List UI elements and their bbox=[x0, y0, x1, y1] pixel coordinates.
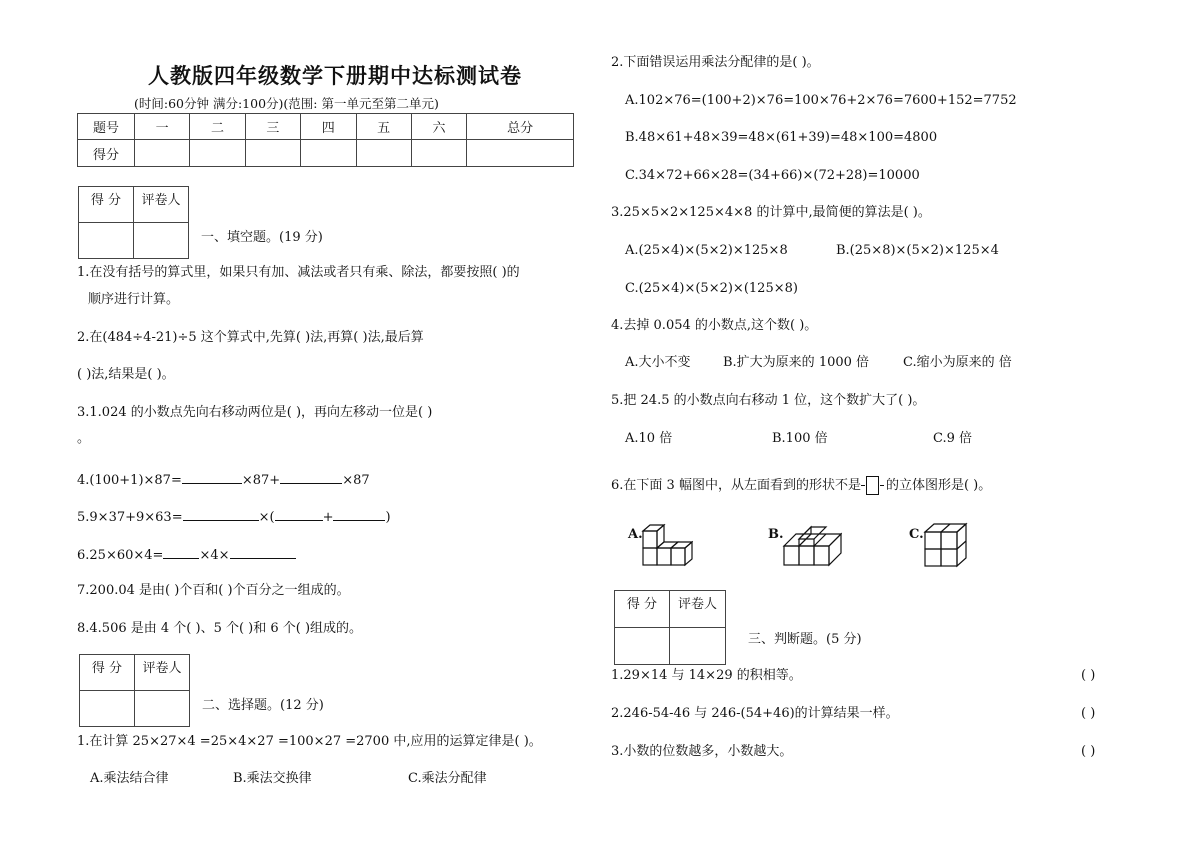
page-title: 人教版四年级数学下册期中达标测试卷 bbox=[148, 63, 522, 88]
q5-text-pre: 5.9×37+9×63= bbox=[77, 510, 183, 525]
score-cell[interactable] bbox=[301, 140, 356, 167]
s2-q2-option-b[interactable]: B.48×61+48×39=48×(61+39)=48×100=4800 bbox=[625, 130, 938, 145]
s1-question-2: 2.在(484÷4-21)÷5 这个算式中,先算( )法,再算( )法,最后算 bbox=[77, 330, 424, 345]
grader-score-label: 得 分 bbox=[79, 187, 134, 223]
score-table bbox=[77, 113, 574, 167]
answer-blank[interactable] bbox=[280, 470, 342, 484]
grader-box-2 bbox=[79, 654, 190, 727]
s1-question-4 bbox=[77, 470, 370, 490]
score-cell[interactable] bbox=[190, 140, 245, 167]
figure-a-label: A. bbox=[628, 527, 643, 542]
grader-name-cell[interactable] bbox=[134, 223, 189, 259]
s1-question-3-cont: 。 bbox=[77, 431, 91, 446]
side-view-line bbox=[880, 485, 884, 486]
score-header-cell: 二 bbox=[190, 114, 245, 140]
s2-q3-option-a[interactable]: A.(25×4)×(5×2)×125×8 bbox=[625, 243, 788, 258]
q4-text-pre: 4.(100+1)×87= bbox=[77, 473, 182, 488]
s1-question-3: 3.1.024 的小数点先向右移动两位是( )，再向左移动一位是( ) bbox=[77, 405, 433, 420]
grader-name-cell[interactable] bbox=[670, 628, 726, 665]
score-row-label: 得分 bbox=[78, 140, 135, 167]
s1-question-7: 7.200.04 是由( )个百和( )个百分之一组成的。 bbox=[77, 583, 350, 598]
q5-text-end: ) bbox=[385, 510, 391, 525]
score-cell[interactable] bbox=[411, 140, 466, 167]
answer-blank[interactable] bbox=[163, 545, 199, 559]
s2-q4-option-b[interactable]: B.扩大为原来的 1000 倍 bbox=[723, 355, 870, 370]
s2-question-3: 3.25×5×2×125×4×8 的计算中,最简便的算法是( )。 bbox=[611, 205, 931, 220]
answer-blank[interactable] bbox=[333, 507, 385, 521]
s3-answer-paren-2[interactable]: ( ) bbox=[1081, 706, 1096, 721]
grader-box-1 bbox=[78, 186, 189, 259]
score-cell[interactable] bbox=[135, 140, 190, 167]
s3-question-1: 1.29×14 与 14×29 的积相等。 bbox=[611, 668, 802, 683]
grader-label: 评卷人 bbox=[134, 187, 189, 223]
score-cell[interactable] bbox=[356, 140, 411, 167]
cube-figure-b-icon[interactable] bbox=[780, 522, 842, 568]
score-header-cell: 一 bbox=[135, 114, 190, 140]
answer-blank[interactable] bbox=[182, 470, 242, 484]
s2-q2-option-c[interactable]: C.34×72+66×28=(34+66)×(72+28)=10000 bbox=[625, 168, 920, 183]
grader-label: 评卷人 bbox=[135, 655, 190, 691]
s3-question-3: 3.小数的位数越多，小数越大。 bbox=[611, 744, 793, 759]
q6-text-mid: ×4× bbox=[199, 548, 230, 563]
s2-question-1: 1.在计算 25×27×4 =25×4×27 =100×27 =2700 中,应用的运算定律是( )。 bbox=[77, 734, 542, 749]
grader-score-cell[interactable] bbox=[615, 628, 670, 665]
grader-box-3 bbox=[614, 590, 726, 665]
score-header-cell: 四 bbox=[301, 114, 356, 140]
s1-question-1: 1.在没有括号的算式里，如果只有加、减法或者只有乘、除法，都要按照( )的 bbox=[77, 265, 520, 280]
s2-q3-option-c[interactable]: C.(25×4)×(5×2)×(125×8) bbox=[625, 281, 798, 296]
section3-title: 三、判断题。(5 分) bbox=[748, 632, 862, 647]
score-header-cell: 五 bbox=[356, 114, 411, 140]
s2-q4-option-a[interactable]: A.大小不变 bbox=[625, 355, 691, 370]
cube-figure-c-icon[interactable] bbox=[922, 522, 970, 568]
s2-question-6 bbox=[611, 476, 991, 495]
grader-label: 评卷人 bbox=[670, 591, 726, 628]
answer-blank[interactable] bbox=[183, 507, 259, 521]
q6-text-pre: 6.25×60×4= bbox=[77, 548, 164, 563]
score-cell[interactable] bbox=[467, 140, 574, 167]
s2-q5-option-a[interactable]: A.10 倍 bbox=[625, 431, 673, 446]
s1-question-6 bbox=[77, 545, 296, 565]
s2-q1-option-c[interactable]: C.乘法分配律 bbox=[408, 771, 487, 786]
grader-name-cell[interactable] bbox=[135, 691, 190, 727]
q4-text-end: ×87 bbox=[342, 473, 370, 488]
section2-title: 二、选择题。(12 分) bbox=[202, 698, 324, 713]
s1-question-8: 8.4.506 是由 4 个( )、5 个( )和 6 个( )组成的。 bbox=[77, 621, 363, 636]
grader-score-label: 得 分 bbox=[80, 655, 135, 691]
s1-question-5 bbox=[77, 507, 391, 527]
s2-q3-option-b[interactable]: B.(25×8)×(5×2)×125×4 bbox=[836, 243, 999, 258]
grader-score-label: 得 分 bbox=[615, 591, 670, 628]
s2-q4-option-c[interactable]: C.缩小为原来的 倍 bbox=[903, 355, 1012, 370]
cube-figure-a-icon[interactable] bbox=[641, 522, 693, 568]
score-header-cell: 六 bbox=[411, 114, 466, 140]
score-header-cell: 题号 bbox=[78, 114, 135, 140]
grader-score-cell[interactable] bbox=[80, 691, 135, 727]
q5-text-mid: ×( bbox=[258, 510, 275, 525]
figure-b-label: B. bbox=[768, 527, 784, 542]
s1-question-2-cont: ( )法,结果是( )。 bbox=[77, 367, 175, 382]
answer-blank[interactable] bbox=[230, 545, 296, 559]
s3-answer-paren-3[interactable]: ( ) bbox=[1081, 744, 1096, 759]
q4-text-mid: ×87+ bbox=[241, 473, 281, 488]
s2-q2-option-a[interactable]: A.102×76=(100+2)×76=100×76+2×76=7600+152=7752 bbox=[625, 93, 1017, 108]
side-view-square-icon bbox=[866, 476, 879, 495]
side-view-line bbox=[861, 485, 865, 486]
score-header-cell: 总分 bbox=[467, 114, 574, 140]
score-header-cell: 三 bbox=[245, 114, 300, 140]
section1-title: 一、填空题。(19 分) bbox=[201, 230, 323, 245]
answer-blank[interactable] bbox=[275, 507, 323, 521]
s2-q5-option-c[interactable]: C.9 倍 bbox=[933, 431, 973, 446]
q5-text-plus: + bbox=[322, 510, 334, 525]
exam-info: (时间:60分钟 满分:100分)(范围: 第一单元至第二单元) bbox=[134, 96, 439, 111]
figure-c-label: C. bbox=[909, 527, 924, 542]
grader-score-cell[interactable] bbox=[79, 223, 134, 259]
s2-q5-option-b[interactable]: B.100 倍 bbox=[772, 431, 828, 446]
s2-q1-option-a[interactable]: A.乘法结合律 bbox=[90, 771, 169, 786]
s2-question-4: 4.去掉 0.054 的小数点,这个数( )。 bbox=[611, 318, 818, 333]
q6-text-pre: 6.在下面 3 幅图中，从左面看到的形状不是 bbox=[611, 478, 861, 493]
s3-question-2: 2.246-54-46 与 246-(54+46)的计算结果一样。 bbox=[611, 706, 899, 721]
s3-answer-paren-1[interactable]: ( ) bbox=[1081, 668, 1096, 683]
score-cell[interactable] bbox=[245, 140, 300, 167]
s2-question-5: 5.把 24.5 的小数点向右移动 1 位，这个数扩大了( )。 bbox=[611, 393, 926, 408]
s2-question-2: 2.下面错误运用乘法分配律的是( )。 bbox=[611, 55, 820, 70]
q6-text-post: 的立体图形是( )。 bbox=[885, 478, 992, 493]
s2-q1-option-b[interactable]: B.乘法交换律 bbox=[233, 771, 312, 786]
s1-question-1-cont: 顺序进行计算。 bbox=[88, 292, 180, 307]
